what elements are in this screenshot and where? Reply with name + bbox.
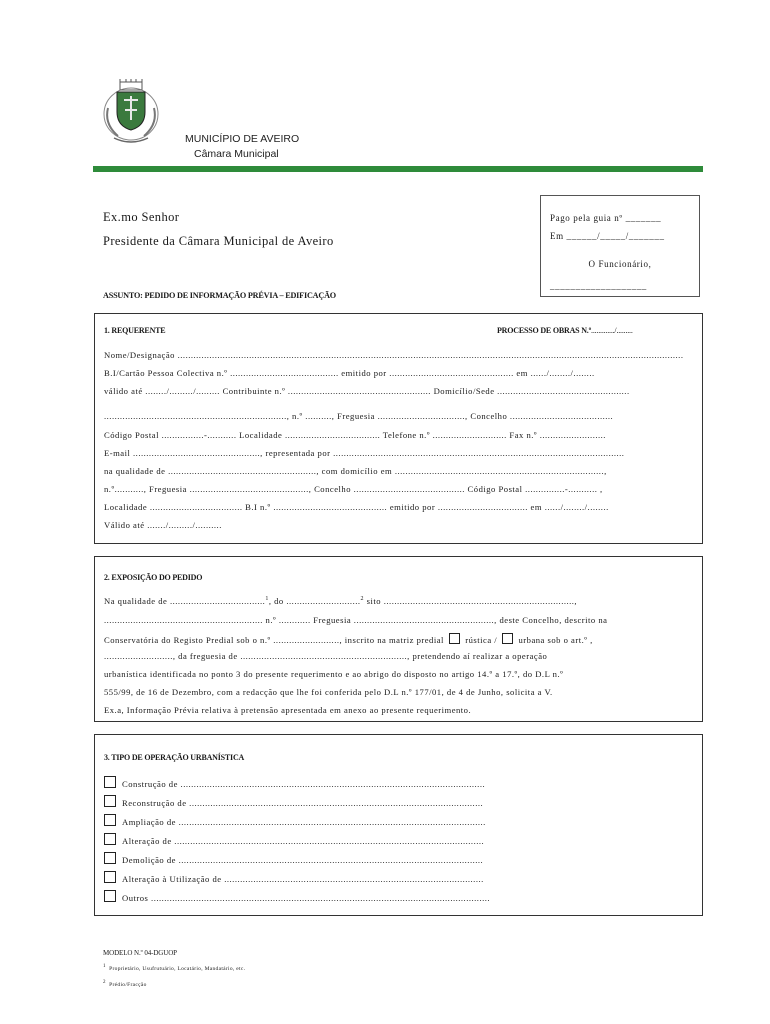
checkbox[interactable] [104, 833, 116, 845]
option-label: Alteração à Utilização de .................................................................................................. [122, 874, 484, 884]
addressee [103, 206, 334, 252]
requerente-line[interactable]: Código Postal ................-........... Localidade .................................... Telefone n.º ............................ Fax n.º ......................... [104, 430, 606, 440]
exposicao-line[interactable]: ............................................................ n.º ............ Freguesia ....................................................., deste Concelho, descrito na [104, 615, 608, 625]
exposicao-line: Ex.a, Informação Prévia relativa à pretensão apresentada em anexo ao presente requerimento. [104, 705, 472, 715]
requerente-line[interactable]: ....................................................................., n.º .........., Freguesia ................................., Concelho ....................................... [104, 411, 614, 421]
option-label: Construção de ................................................................................................................... [122, 779, 486, 789]
sito-field[interactable]: sito ........................................................................, [364, 596, 578, 606]
section-2-title: 2. EXPOSIÇÃO DO PEDIDO [104, 573, 203, 582]
addressee-salutation: Ex.mo Senhor [103, 210, 180, 224]
requerente-line[interactable]: n.º..........., Freguesia ............................................., Concelho .......................................... Código Postal ...............-........... , [104, 484, 603, 494]
footnote-ref-1: 1 [265, 596, 269, 603]
option-ampliacao[interactable] [104, 814, 486, 827]
municipality-name: MUNICÍPIO DE AVEIRO [185, 133, 300, 145]
urbana-checkbox[interactable] [502, 633, 513, 644]
requerente-line[interactable]: Válido até ......./........./.......... [104, 520, 222, 530]
municipality-header [185, 132, 299, 162]
urbana-label: urbana sob o art.º , [515, 635, 593, 645]
option-label: Outros ................................................................................................................................ [122, 893, 491, 903]
checkbox[interactable] [104, 776, 116, 788]
option-label: Alteração de ..................................................................................................................... [122, 836, 485, 846]
official-signature-line[interactable]: ___________________ [550, 281, 647, 291]
footnote-2: $^2$ Prédio/Fracção [103, 979, 147, 988]
official-label: O Funcionário, [588, 259, 652, 269]
exposicao-line-1[interactable] [104, 596, 697, 606]
model-number: MODELO N.º 04-DGUOP [103, 949, 177, 957]
footer [103, 947, 245, 992]
payment-guide-line[interactable]: Pago pela guia nº _______ [550, 213, 662, 223]
option-alteracao-utilizacao[interactable] [104, 871, 484, 884]
option-construcao[interactable] [104, 776, 485, 789]
addressee-title: Presidente da Câmara Municipal de Aveiro [103, 234, 334, 248]
exposicao-line-3[interactable] [104, 633, 697, 645]
payment-box [540, 195, 700, 297]
section-3-title: 3. TIPO DE OPERAÇÃO URBANÍSTICA [104, 753, 245, 762]
checkbox[interactable] [104, 890, 116, 902]
option-label: Demolição de ................................................................................................................... [122, 855, 484, 865]
rustica-label: rústica / [462, 635, 500, 645]
requerente-line[interactable]: na qualidade de ........................................................, com domicílio em ..............................................................................., [104, 466, 607, 476]
checkbox[interactable] [104, 852, 116, 864]
option-alteracao[interactable] [104, 833, 484, 846]
requerente-line[interactable]: Nome/Designação ............................................................................................................................................................................................... [104, 350, 684, 360]
option-label: Ampliação de .................................................................................................................... [122, 817, 486, 827]
processo-label: PROCESSO DE OBRAS N.º [497, 326, 592, 335]
requerente-line[interactable]: válido até ......../........./......... Contribuinte n.º ...................................................... Domicílio/Sede .................................................. [104, 386, 630, 396]
option-reconstrucao[interactable] [104, 795, 483, 808]
exposicao-line[interactable]: .........................., da freguesia de ..............................................................., pretendendo aí realizar a operação [104, 651, 548, 661]
registo-field[interactable]: Conservatória do Registo Predial sob o n.º ........................., inscrito na matriz predial [104, 635, 447, 645]
exposicao-line: 555/99, de 16 de Dezembro, com a redacção que lhe foi conferida pelo D.L n.º 177/01, de 4 de Junho, solicita a V. [104, 687, 553, 697]
checkbox[interactable] [104, 814, 116, 826]
checkbox[interactable] [104, 795, 116, 807]
option-outros[interactable] [104, 890, 490, 903]
section-1-title: 1. REQUERENTE [104, 326, 166, 335]
section-exposicao [94, 556, 703, 722]
footnote-1: $^1$ Proprietário, Usufrutuário, Locatário, Mandatário, etc. [103, 964, 246, 972]
rustica-checkbox[interactable] [449, 633, 460, 644]
processo-value[interactable]: ............./......... [591, 326, 633, 335]
qualidade-field[interactable]: Na qualidade de .................................... [104, 596, 266, 606]
council-name: Câmara Municipal [194, 148, 279, 160]
subject-line: ASSUNTO: PEDIDO DE INFORMAÇÃO PRÉVIA – EDIFICAÇÃO [103, 291, 336, 300]
checkbox[interactable] [104, 871, 116, 883]
option-demolicao[interactable] [104, 852, 483, 865]
footnote-ref-2: 2 [360, 596, 365, 603]
do-field[interactable]: , do ............................ [268, 596, 361, 606]
option-label: Reconstrução de ............................................................................................................... [122, 798, 484, 808]
payment-date-line[interactable]: Em ______/_____/_______ [550, 231, 665, 241]
requerente-line[interactable]: Localidade ................................... B.I n.º ........................................... emitido por .................................. em ....../......../........ [104, 502, 609, 512]
requerente-line[interactable]: B.I/Cartão Pessoa Colectiva n.º ......................................... emitido por ............................................... em ....../......../........ [104, 368, 595, 378]
processo-obras-field[interactable] [497, 326, 633, 335]
exposicao-line: urbanística identificada no ponto 3 do presente requerimento e ao abrigo do disposto no artigo 14.º a 17.º, do D.L n.º [104, 669, 564, 679]
coat-of-arms-icon [100, 78, 162, 148]
header-divider [93, 166, 703, 172]
requerente-line[interactable]: E-mail ................................................, representada por .............................................................................................................. [104, 448, 625, 458]
section-requerente [94, 313, 703, 544]
section-tipo-operacao [94, 734, 703, 916]
